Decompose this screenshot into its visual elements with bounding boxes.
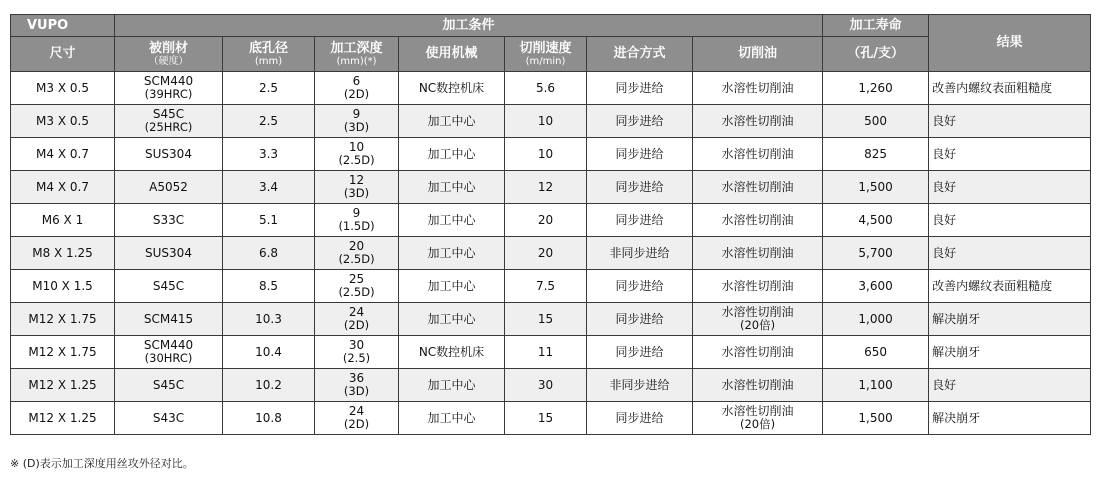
feed-cell: 同步进给: [587, 138, 693, 171]
material-cell-line1: A5052: [149, 179, 188, 194]
oil-cell-line2: (20倍): [739, 417, 776, 431]
depth-cell-line2: (2.5D): [338, 252, 375, 266]
material-cell: [115, 72, 223, 105]
machine-cell: 加工中心: [399, 204, 505, 237]
machine-cell: 加工中心: [399, 237, 505, 270]
feed-cell: 同步进给: [587, 402, 693, 435]
material-cell: [115, 369, 223, 402]
material-cell: [115, 138, 223, 171]
depth-cell: [315, 171, 399, 204]
hole-header-label: 底孔径: [248, 40, 288, 56]
depth-cell-line2: (2D): [343, 417, 370, 431]
oil-cell-line1: 水溶性切削油: [721, 113, 794, 128]
size-cell: M6 X 1: [11, 204, 115, 237]
life-cell: 650: [823, 336, 929, 369]
life-cell: 1,500: [823, 402, 929, 435]
oil-cell-line1: 水溶性切削油: [721, 80, 794, 95]
material-cell: [115, 204, 223, 237]
material-cell-line1: SCM415: [143, 311, 194, 326]
size-cell: M4 X 0.7: [11, 171, 115, 204]
size-cell: M3 X 0.5: [11, 105, 115, 138]
table-row: [11, 72, 1091, 105]
depth-cell: [315, 138, 399, 171]
speed-cell: 7.5: [505, 270, 587, 303]
oil-header: 切削油: [693, 37, 823, 72]
hole-cell: 10.3: [223, 303, 315, 336]
machine-header: 使用机械: [399, 37, 505, 72]
result-cell: 良好: [929, 204, 1091, 237]
oil-cell: [693, 303, 823, 336]
life-cell: 1,000: [823, 303, 929, 336]
life-cell: 3,600: [823, 270, 929, 303]
table-row: [11, 402, 1091, 435]
life-unit-header: （孔/支）: [823, 37, 929, 72]
result-cell: 解决崩牙: [929, 303, 1091, 336]
depth-cell-line2: (3D): [343, 384, 370, 398]
depth-cell-line2: (2D): [343, 318, 370, 332]
material-cell-line1: S33C: [152, 212, 185, 227]
table-row: [11, 204, 1091, 237]
result-cell: 良好: [929, 369, 1091, 402]
table-row: [11, 369, 1091, 402]
hole-header-sub: (mm): [254, 55, 283, 67]
table-body: [11, 72, 1091, 435]
oil-cell-line1: 水溶性切削油: [721, 344, 794, 359]
life-group-header: 加工寿命: [823, 15, 929, 37]
life-cell: 1,100: [823, 369, 929, 402]
depth-header-label: 加工深度: [330, 40, 383, 56]
brand-header: VUPO: [11, 15, 115, 37]
size-cell: M4 X 0.7: [11, 138, 115, 171]
table-row: [11, 171, 1091, 204]
depth-cell-line1: 12: [348, 173, 365, 187]
oil-cell: [693, 237, 823, 270]
size-cell: M12 X 1.75: [11, 303, 115, 336]
result-cell: 良好: [929, 237, 1091, 270]
hole-cell: 3.4: [223, 171, 315, 204]
oil-cell-line1: 水溶性切削油: [721, 404, 794, 418]
feed-cell: 同步进给: [587, 105, 693, 138]
speed-cell: 15: [505, 303, 587, 336]
speed-cell: 10: [505, 105, 587, 138]
result-cell: 解决崩牙: [929, 336, 1091, 369]
machine-cell: 加工中心: [399, 369, 505, 402]
hole-cell: 3.3: [223, 138, 315, 171]
depth-cell-line1: 20: [348, 239, 365, 253]
life-cell: 4,500: [823, 204, 929, 237]
speed-header-sub: (m/min): [525, 55, 566, 67]
table-row: [11, 270, 1091, 303]
depth-cell-line2: (2.5D): [338, 285, 375, 299]
feed-cell: 同步进给: [587, 171, 693, 204]
table-row: [11, 105, 1091, 138]
depth-cell: [315, 369, 399, 402]
material-cell-line1: S45C: [152, 278, 185, 293]
material-cell: [115, 270, 223, 303]
size-cell: M8 X 1.25: [11, 237, 115, 270]
depth-cell-line1: 24: [348, 305, 365, 319]
depth-cell: [315, 270, 399, 303]
speed-header-label: 切削速度: [519, 40, 572, 56]
life-cell: 825: [823, 138, 929, 171]
material-header-sub: （硬度）: [148, 55, 189, 67]
oil-cell-line1: 水溶性切削油: [721, 305, 794, 319]
depth-cell-line1: 9: [352, 206, 361, 220]
depth-cell: [315, 402, 399, 435]
table-row: [11, 336, 1091, 369]
machine-cell: 加工中心: [399, 105, 505, 138]
speed-cell: 12: [505, 171, 587, 204]
depth-cell-line1: 6: [352, 74, 361, 88]
material-cell: [115, 237, 223, 270]
machine-cell: 加工中心: [399, 303, 505, 336]
speed-cell: 20: [505, 237, 587, 270]
life-cell: 5,700: [823, 237, 929, 270]
material-cell-line1: S45C: [152, 377, 185, 392]
feed-cell: 同步进给: [587, 303, 693, 336]
material-cell-line1: SUS304: [145, 245, 192, 260]
result-cell: 解决崩牙: [929, 402, 1091, 435]
speed-header: [505, 37, 587, 72]
machine-cell: 加工中心: [399, 138, 505, 171]
header-row-group: [11, 15, 1091, 37]
material-cell-line1: S43C: [152, 410, 185, 425]
feed-cell: 非同步进给: [587, 369, 693, 402]
oil-cell: [693, 270, 823, 303]
depth-cell: [315, 303, 399, 336]
feed-cell: 同步进给: [587, 270, 693, 303]
material-cell: [115, 303, 223, 336]
hole-cell: 10.8: [223, 402, 315, 435]
hole-cell: 8.5: [223, 270, 315, 303]
size-header: 尺寸: [11, 37, 115, 72]
conditions-group-header: 加工条件: [115, 15, 823, 37]
depth-cell: [315, 237, 399, 270]
material-cell: [115, 402, 223, 435]
machine-cell: 加工中心: [399, 171, 505, 204]
feed-cell: 同步进给: [587, 336, 693, 369]
table-row: [11, 237, 1091, 270]
depth-cell-line2: (3D): [343, 186, 370, 200]
oil-cell-line1: 水溶性切削油: [721, 377, 794, 392]
material-cell-line2: (30HRC): [144, 351, 193, 365]
depth-header: [315, 37, 399, 72]
test-results-table-container: [10, 14, 1090, 435]
oil-cell: [693, 138, 823, 171]
depth-cell-line2: (2.5D): [338, 153, 375, 167]
material-cell-line2: (39HRC): [144, 87, 193, 101]
feed-header: 进合方式: [587, 37, 693, 72]
depth-cell-line1: 9: [352, 107, 361, 121]
material-header-label: 被削材: [148, 40, 188, 56]
oil-cell-line1: 水溶性切削油: [721, 146, 794, 161]
oil-cell: [693, 369, 823, 402]
feed-cell: 同步进给: [587, 72, 693, 105]
depth-cell-line1: 30: [348, 338, 365, 352]
oil-cell-line1: 水溶性切削油: [721, 212, 794, 227]
size-cell: M3 X 0.5: [11, 72, 115, 105]
tapping-test-table: [10, 14, 1091, 435]
material-cell: [115, 105, 223, 138]
size-cell: M12 X 1.25: [11, 402, 115, 435]
material-cell: [115, 171, 223, 204]
depth-cell: [315, 72, 399, 105]
life-cell: 500: [823, 105, 929, 138]
hole-cell: 10.2: [223, 369, 315, 402]
material-header: [115, 37, 223, 72]
oil-cell-line1: 水溶性切削油: [721, 179, 794, 194]
depth-cell-line2: (1.5D): [338, 219, 375, 233]
depth-cell: [315, 204, 399, 237]
machine-cell: NC数控机床: [399, 336, 505, 369]
depth-cell-line1: 36: [348, 371, 365, 385]
table-row: [11, 138, 1091, 171]
feed-cell: 非同步进给: [587, 237, 693, 270]
depth-cell-line2: (2.5): [342, 351, 371, 365]
speed-cell: 15: [505, 402, 587, 435]
speed-cell: 10: [505, 138, 587, 171]
hole-cell: 10.4: [223, 336, 315, 369]
speed-cell: 11: [505, 336, 587, 369]
material-cell-line2: (25HRC): [144, 120, 193, 134]
oil-cell: [693, 72, 823, 105]
material-cell-line1: S45C: [152, 107, 185, 121]
size-cell: M12 X 1.75: [11, 336, 115, 369]
machine-cell: NC数控机床: [399, 72, 505, 105]
depth-cell-line2: (2D): [343, 87, 370, 101]
hole-header: [223, 37, 315, 72]
result-cell: 良好: [929, 171, 1091, 204]
oil-cell-line2: (20倍): [739, 318, 776, 332]
hole-cell: 6.8: [223, 237, 315, 270]
oil-cell: [693, 204, 823, 237]
result-cell: 良好: [929, 105, 1091, 138]
machine-cell: 加工中心: [399, 402, 505, 435]
depth-cell: [315, 105, 399, 138]
material-cell: [115, 336, 223, 369]
oil-cell-line1: 水溶性切削油: [721, 278, 794, 293]
header-row-columns: [11, 37, 1091, 72]
hole-cell: 5.1: [223, 204, 315, 237]
oil-cell: [693, 402, 823, 435]
oil-cell: [693, 105, 823, 138]
oil-cell: [693, 171, 823, 204]
depth-cell-line1: 10: [348, 140, 365, 154]
oil-cell: [693, 336, 823, 369]
depth-header-sub: (mm)(*): [336, 55, 377, 67]
material-cell-line1: SCM440: [143, 74, 194, 88]
speed-cell: 20: [505, 204, 587, 237]
feed-cell: 同步进给: [587, 204, 693, 237]
size-cell: M12 X 1.25: [11, 369, 115, 402]
depth-cell-line2: (3D): [343, 120, 370, 134]
material-cell-line1: SCM440: [143, 338, 194, 352]
depth-cell-line1: 24: [348, 404, 365, 418]
result-cell: 改善内螺纹表面粗糙度: [929, 270, 1091, 303]
oil-cell-line1: 水溶性切削油: [721, 245, 794, 260]
table-row: [11, 303, 1091, 336]
machine-cell: 加工中心: [399, 270, 505, 303]
material-cell-line1: SUS304: [145, 146, 192, 161]
result-cell: 良好: [929, 138, 1091, 171]
footnote: ※ (D)表示加工深度用丝攻外径对比。: [10, 457, 194, 470]
life-cell: 1,500: [823, 171, 929, 204]
size-cell: M10 X 1.5: [11, 270, 115, 303]
result-cell: 改善内螺纹表面粗糙度: [929, 72, 1091, 105]
speed-cell: 5.6: [505, 72, 587, 105]
result-header: 结果: [929, 15, 1091, 72]
depth-cell-line1: 25: [348, 272, 365, 286]
life-cell: 1,260: [823, 72, 929, 105]
speed-cell: 30: [505, 369, 587, 402]
hole-cell: 2.5: [223, 105, 315, 138]
hole-cell: 2.5: [223, 72, 315, 105]
depth-cell: [315, 336, 399, 369]
